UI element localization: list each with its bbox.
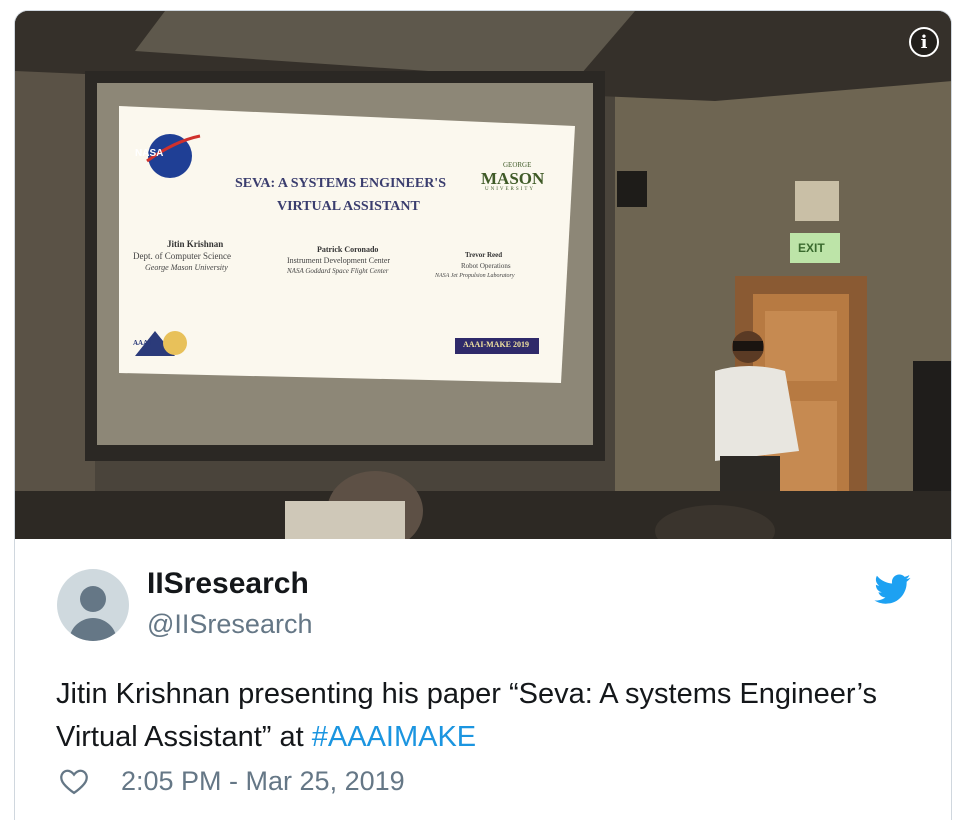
author1-org: George Mason University [145,263,228,272]
gmu-big: MASON [481,169,545,188]
author2-name: Patrick Coronado [317,245,379,254]
info-icon[interactable]: i [909,27,939,57]
tweet-card[interactable] [14,10,952,820]
author1-dept: Dept. of Computer Science [133,251,231,261]
slide-title-line2: VIRTUAL ASSISTANT [277,199,420,214]
twitter-bird-icon[interactable] [873,571,913,607]
gmu-small: GEORGE [503,161,532,169]
author2-org: NASA Goddard Space Flight Center [287,267,389,275]
gmu-sub: UNIVERSITY [485,187,535,192]
presenter-shirt [715,366,799,461]
tweet-timestamp[interactable]: 2:05 PM - Mar 25, 2019 [121,766,405,796]
aaai-logo-text: AAAI [133,339,151,347]
tweet-photo[interactable] [15,11,952,539]
tweet-text-body: Jitin Krishnan presenting his paper “Seva: A systems Engineer’s Virtual Assistant” at [56,678,878,753]
author1-name: Jitin Krishnan [167,239,224,249]
nasa-label: NASA [135,148,164,159]
hashtag-link[interactable]: #AAAIMAKE [311,721,477,753]
display-name[interactable]: IISresearch [147,567,309,600]
heart-icon[interactable] [59,767,89,795]
tweet-text [56,673,916,759]
user-handle[interactable]: @IISresearch [147,609,313,639]
exit-sign-text: EXIT [798,241,825,255]
avatar-placeholder-icon[interactable] [57,569,129,641]
slide-title-line1: SEVA: A SYSTEMS ENGINEER'S [235,176,446,191]
author2-dept: Instrument Development Center [287,256,391,265]
badge-text: AAAI-MAKE 2019 [463,340,529,349]
author3-name: Trevor Reed [465,251,503,259]
author3-org: NASA Jet Propulsion Laboratory [435,273,515,279]
author3-dept: Robot Operations [461,262,511,270]
